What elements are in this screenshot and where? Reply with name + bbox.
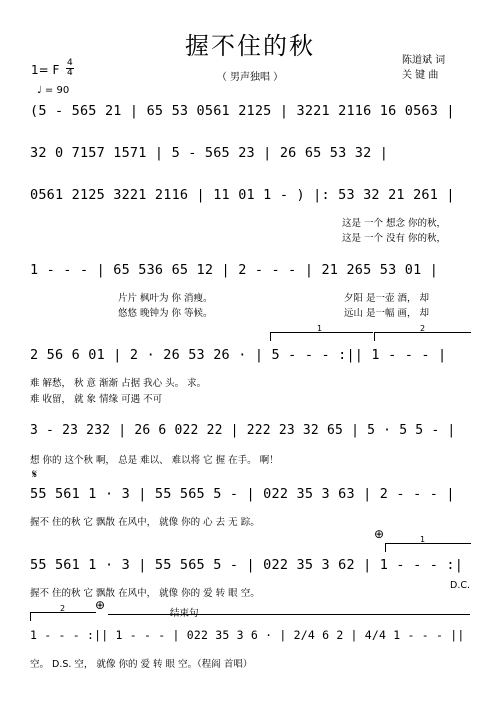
volta-number-row-8: 1 [420,535,426,544]
coda-icon-row-9: ⊕ [95,598,106,612]
volta-bracket-row-8 [385,543,471,552]
lyrics-row-4b-verse-2: 远山 是一幅 画， 却 [344,308,430,319]
time-top: 4 [67,58,73,68]
segno-icon: 𝄋 [32,467,38,481]
time-signature [66,59,74,78]
tempo-marking [37,85,69,96]
score-row-8: 55 561 1 · 3 | 55 565 5 - | 022 35 3 62 | 1 - - - :| [30,557,464,573]
tempo-value: = 90 [44,85,70,96]
score-row-4: 1 - - - | 65 536 65 12 | 2 - - - | 21 265 53 01 | [30,262,439,278]
score-row-6: 3 - 23 232 | 26 6 022 22 | 222 23 32 65 | 5 · 5 5 - | [30,423,456,438]
volta-bracket-row-9 [30,612,96,621]
lyrics-row-4a-verse-1: 片片 枫叶为 你 消瘦。 [118,293,213,304]
ending-label: 结束句 [170,608,199,619]
volta-number-row-9: 2 [60,604,66,613]
lyrics-row-3-verse-1: 这是 一个 想念 你的秋， [342,218,447,229]
composer-credit: 关 键 曲 [402,70,439,81]
quarter-note-icon: ♩ [37,85,42,96]
lyrics-row-3-verse-2: 这是 一个 没有 你的秋， [342,233,447,244]
volta-bracket-2 [374,332,471,341]
score-row-2: 32 0 7157 1571 | 5 - 565 23 | 26 65 53 32 | [30,145,389,161]
volta-bracket-1 [270,332,373,341]
lyrics-row-9: 空。 D.S. 空， 就像 你的 爱 转 眼 空。（程阎 首唱） [30,659,253,670]
score-row-7: 55 561 1 · 3 | 55 565 5 - | 022 35 3 63 | 2 - - - | [30,486,455,502]
lyrics-row-4b-verse-1: 夕阳 是一壶 酒， 却 [344,293,430,304]
score-row-9: 1 - - - :|| 1 - - - | 022 35 3 6 · | 2/4 6 2 | 4/4 1 - - - || [30,628,465,642]
lyrics-row-5-verse-2: 难 收留， 就 象 情缘 可遇 不可 [30,394,163,405]
time-bottom: 4 [67,68,73,78]
lyrics-row-8: 握不 住的秋 它 飘散 在风中， 就像 你的 爱 转 眼 空。 [30,588,260,599]
volta-number-1: 1 [317,324,323,333]
coda-icon: ⊕ [374,527,385,541]
lyrics-row-4a-verse-2: 悠悠 晚钟为 你 等候。 [118,308,213,319]
score-row-3: 0561 2125 3221 2116 | 11 01 1 - ) |: 53 32 21 261 | [30,187,455,203]
volta-number-2: 2 [420,324,426,333]
score-row-1: (5 - 565 21 | 65 53 0561 2125 | 3221 2116 16 0563 | [30,103,455,119]
lyrics-row-6: 想 你的 这个秋 啊， 总是 难以、 难以将 它 握 在手。 啊！ [30,455,279,466]
ending-line [108,614,470,623]
lyricist-credit: 陈道斌 词 [402,55,446,66]
song-subtitle: （ 男声独唱 ） [216,72,284,83]
song-title: 握不住的秋 [185,32,315,60]
dc-marking: D.C. [450,580,470,591]
key-signature: 1= F [31,63,60,77]
score-row-5: 2 56 6 01 | 2 · 26 53 26 · | 5 - - - :|| 1 - - - | [30,347,447,363]
lyrics-row-7: 握不 住的秋 它 飘散 在风中， 就像 你的 心 去 无 踪。 [30,517,260,528]
lyrics-row-5-verse-1: 难 解愁， 秋 意 渐渐 占据 我心 头。 求。 [30,378,207,389]
